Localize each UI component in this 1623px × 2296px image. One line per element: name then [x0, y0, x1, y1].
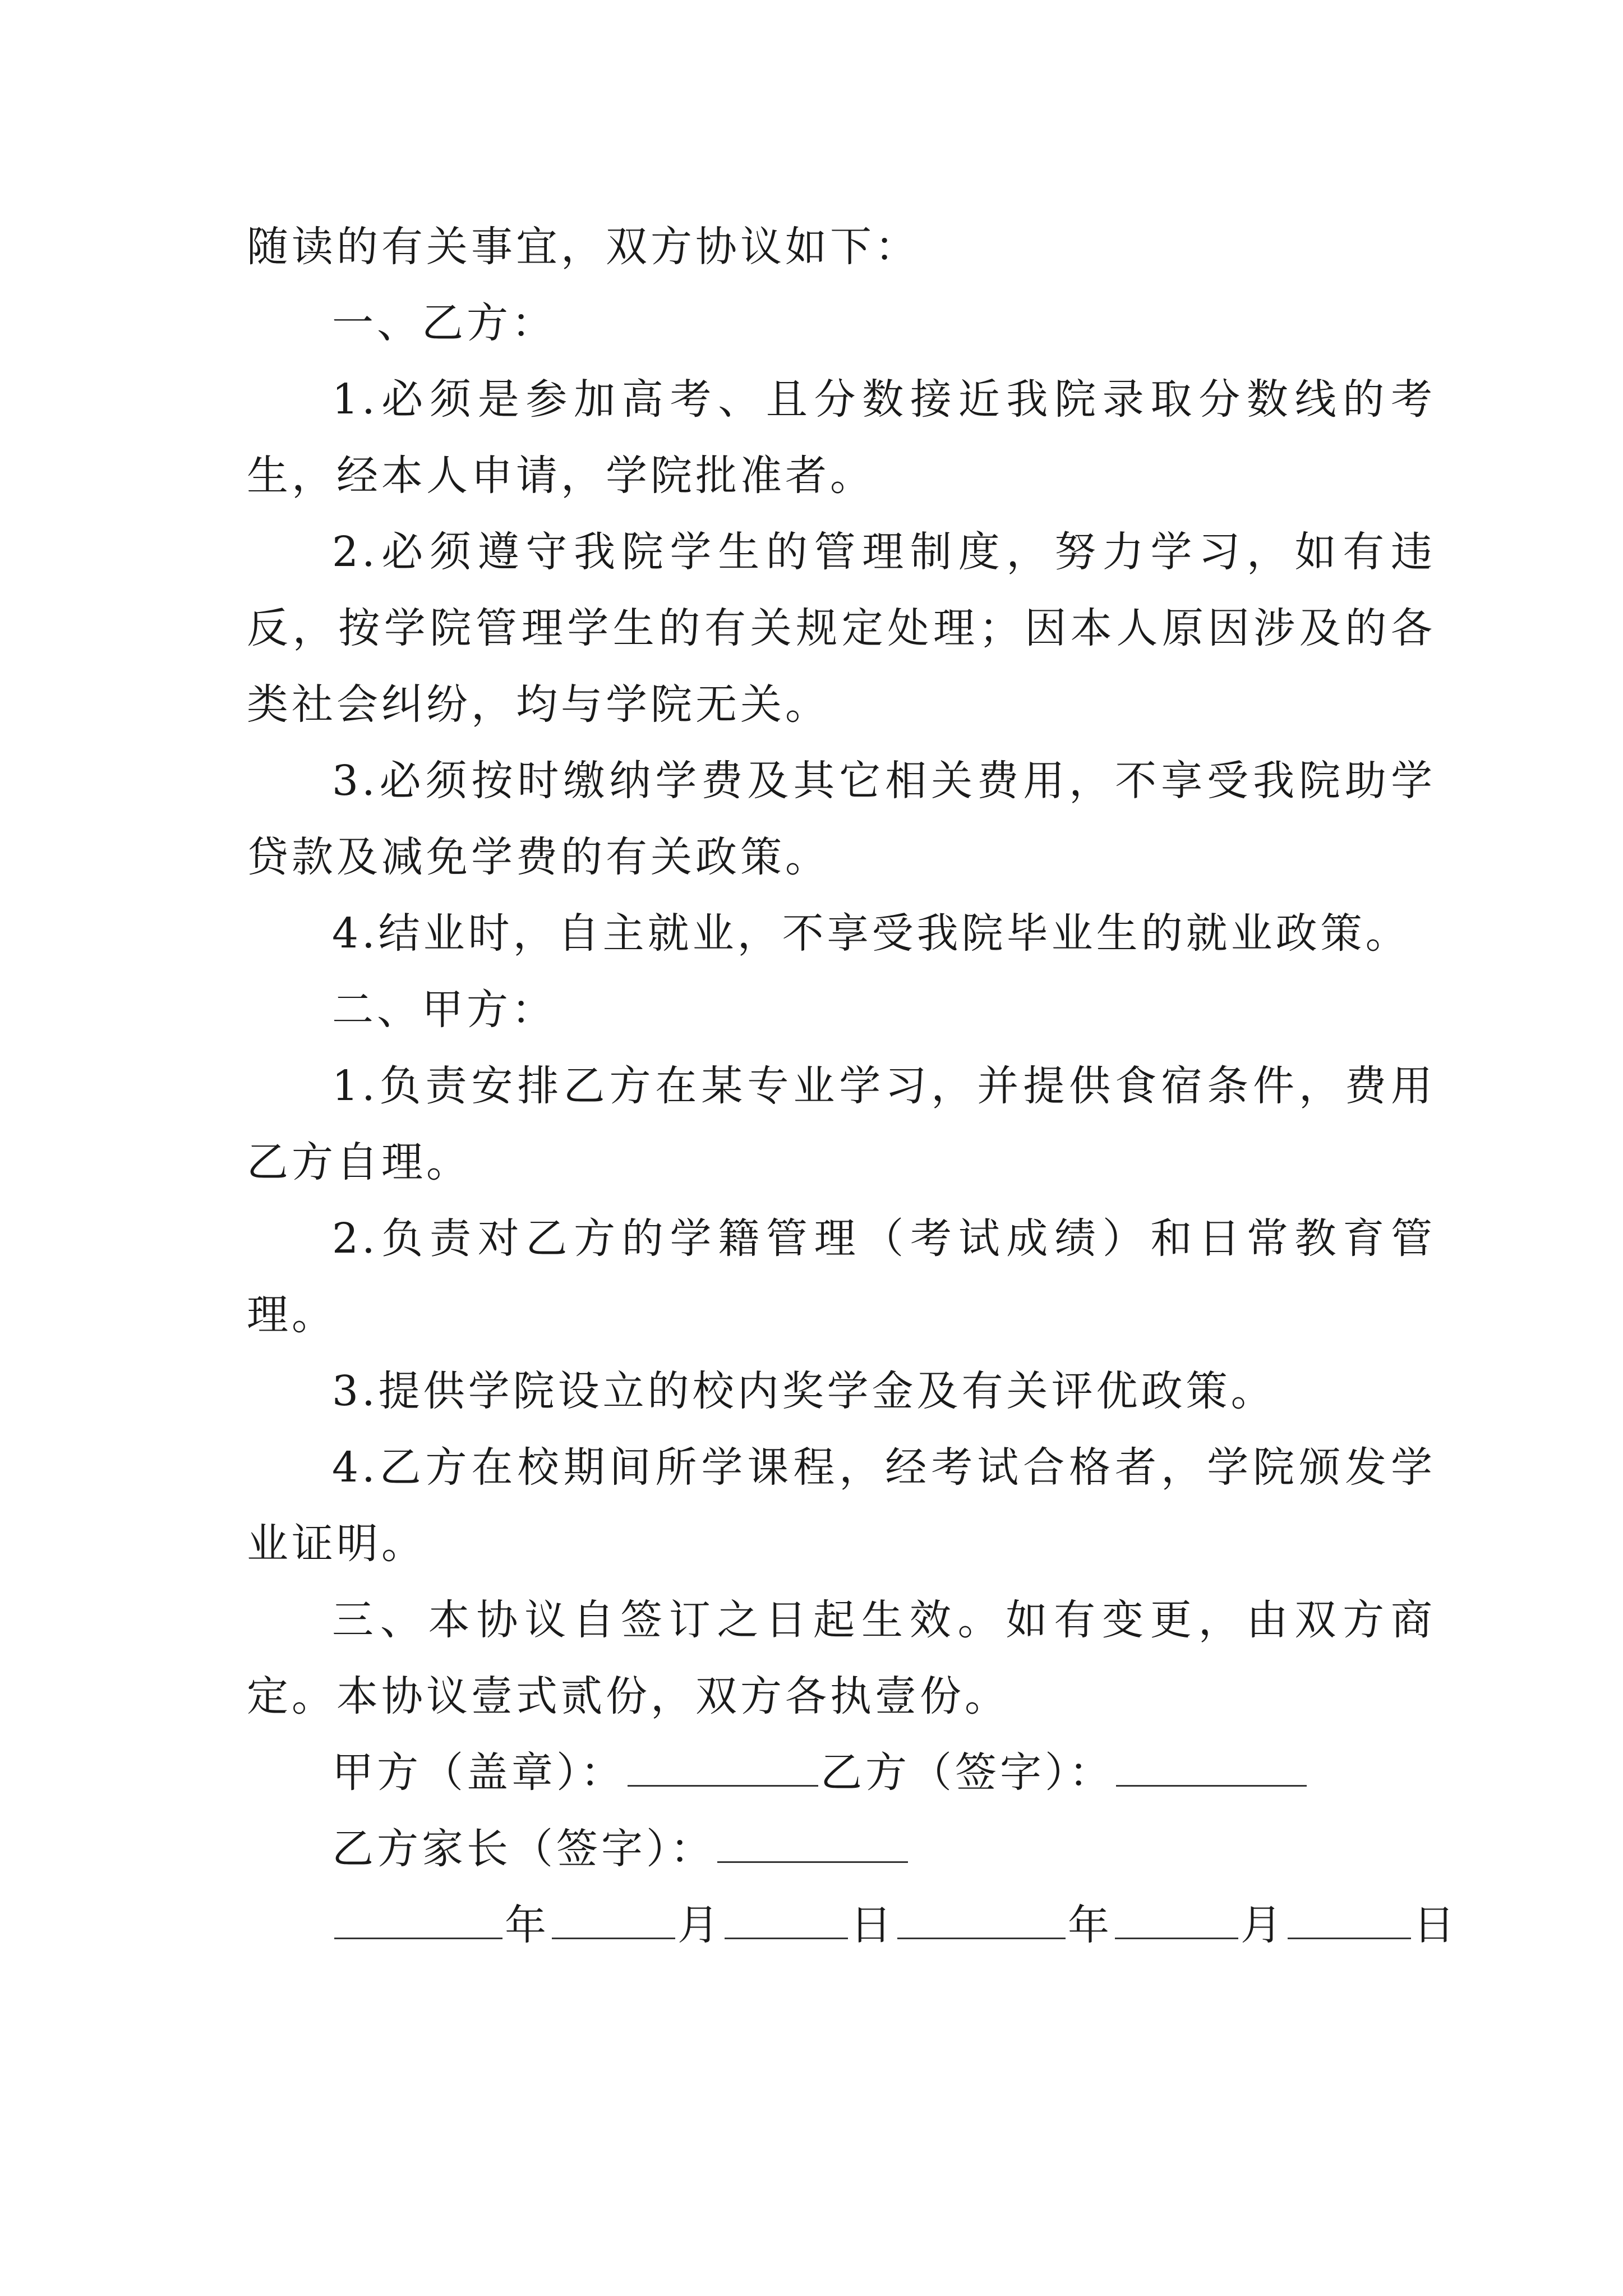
date-a-day-blank[interactable]	[725, 1903, 848, 1939]
date-a-month-label: 月	[677, 1901, 722, 1949]
date-b-month-blank[interactable]	[1115, 1903, 1238, 1939]
party-a-clause-1: 1.负责安排乙方在某专业学习，并提供食宿条件，费用乙方自理。	[247, 1062, 1436, 1186]
date-b-month-label: 月	[1241, 1901, 1285, 1949]
party-b-sign-label: 乙方（签字）：	[820, 1749, 1114, 1797]
date-a-day-label: 日	[850, 1901, 895, 1949]
party-a-seal-blank[interactable]	[628, 1750, 818, 1787]
party-a-seal-label: 甲方（盖章）：	[332, 1749, 625, 1797]
parent-sign-blank[interactable]	[717, 1826, 908, 1863]
party-b-clause-3: 3.必须按时缴纳学费及其它相关费用，不享受我院助学贷款及减免学费的有关政策。	[247, 757, 1436, 881]
party-a-clause-4: 4.乙方在校期间所学课程，经考试合格者，学院颁发学业证明。	[247, 1443, 1436, 1568]
section-three-effectiveness: 三、本协议自签订之日起生效。如有变更，由双方商定。本协议壹式贰份，双方各执壹份。	[247, 1596, 1436, 1720]
section-heading-party-a: 二、甲方：	[332, 986, 556, 1034]
section-heading-party-b: 一、乙方：	[332, 299, 556, 347]
date-a-year-label: 年	[505, 1901, 550, 1949]
date-b-day-blank[interactable]	[1288, 1903, 1411, 1939]
date-a-month-blank[interactable]	[552, 1903, 675, 1939]
date-b-day-label: 日	[1413, 1901, 1458, 1949]
paragraph-intro: 随读的有关事宜，双方协议如下：	[247, 223, 920, 271]
document-body	[247, 209, 1458, 1963]
parent-sign-label: 乙方家长（签字）：	[332, 1825, 715, 1873]
party-b-clause-4: 4.结业时，自主就业，不享受我院毕业生的就业政策。	[332, 909, 1410, 958]
party-a-clause-2: 2.负责对乙方的学籍管理（考试成绩）和日常教育管理。	[247, 1214, 1436, 1339]
signature-line-parties	[247, 1734, 1436, 1811]
party-b-sign-blank[interactable]	[1116, 1750, 1307, 1787]
date-b-year-label: 年	[1068, 1901, 1113, 1949]
party-b-clause-1: 1.必须是参加高考、且分数接近我院录取分数线的考生，经本人申请，学院批准者。	[247, 375, 1436, 500]
signature-line-parent	[247, 1811, 1436, 1887]
date-a-year-blank[interactable]	[334, 1903, 502, 1939]
party-a-clause-3: 3.提供学院设立的校内奖学金及有关评优政策。	[332, 1367, 1276, 1415]
date-line	[247, 1887, 1458, 1963]
date-b-year-blank[interactable]	[897, 1903, 1066, 1939]
party-b-clause-2: 2.必须遵守我院学生的管理制度，努力学习，如有违反，按学院管理学生的有关规定处理；因本人原因涉及的各类社会纠纷，均与学院无关。	[247, 528, 1436, 729]
